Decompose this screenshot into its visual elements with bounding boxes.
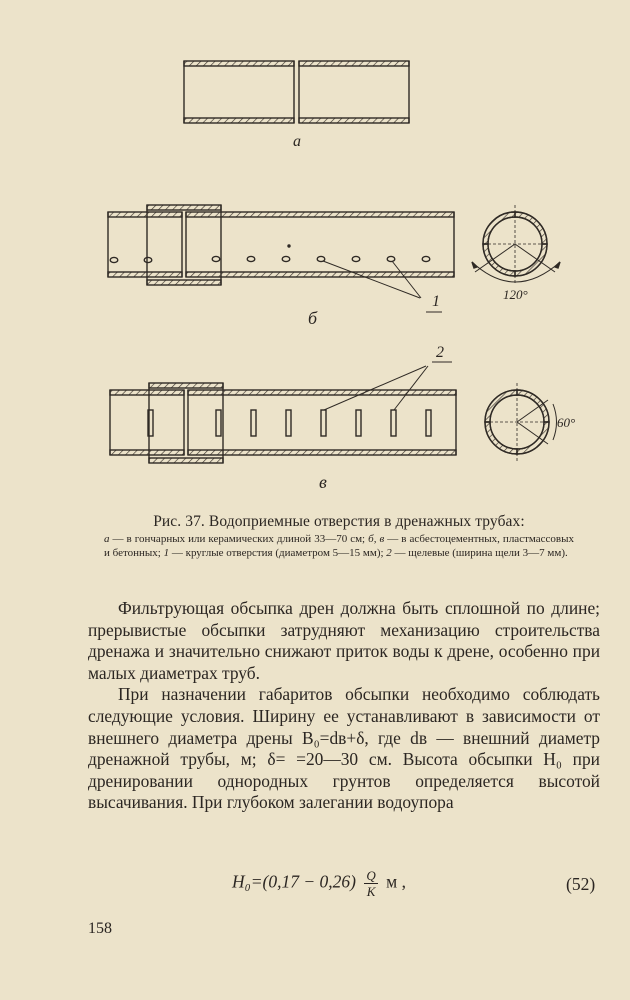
fig-label-v: в (319, 472, 327, 492)
figure-caption (104, 512, 574, 560)
callout-2: 2 (436, 344, 444, 361)
caption-text-bv: — в асбестоцементных, пластмассовых и бетонных; (104, 533, 575, 559)
body-text (88, 598, 600, 814)
pipe-diagram-v (110, 362, 456, 463)
formula-denominator: K (366, 884, 376, 899)
pipe-diagram-b (108, 205, 454, 312)
angle-label-120: 120° (503, 287, 528, 302)
cross-section-v (485, 383, 557, 461)
formula-unit: м , (386, 871, 406, 892)
formula-52 (232, 868, 406, 899)
caption-ref-2: 2 (386, 546, 392, 559)
formula-lhs: H₀=(0,17 − 0,26) (232, 871, 356, 892)
caption-text-2: — щелевые (ширина щели 3—7 мм). (391, 546, 568, 559)
angle-label-60: 60° (557, 415, 576, 430)
cross-section-b (472, 205, 560, 283)
formula-numerator: Q (366, 868, 376, 883)
paragraph-1: Фильтрующая обсыпка дрен должна быть сплошной по длине; прерывистые обсыпки затрудняют механизацию строительства дренажа и значительно снижают приток воды к дрене, особенно при малых диаметрах труб. (88, 598, 600, 683)
caption-text-a: — в гончарных или керамических длиной 33—70 см; (109, 533, 369, 545)
caption-ref-a: а (104, 533, 110, 545)
equation-number: (52) (566, 874, 596, 894)
caption-title: Рис. 37. Водоприемные отверстия в дренажных трубах: (153, 513, 525, 530)
fig-label-b: б (308, 308, 318, 328)
pipe-diagram-a (184, 61, 409, 123)
page-number: 158 (88, 920, 112, 937)
formula-fraction (364, 868, 377, 899)
caption-body (104, 533, 574, 560)
fig-label-a: а (293, 133, 301, 150)
paragraph-2: При назначении габаритов обсыпки необходимо соблюдать следующие условия. Ширину ее устанавливают в зависимости от внешнего диаметра дрены B₀=dв+δ, где dв — внешний диаметр дренажной трубы, м; δ= =20—30 см. Высота обсыпки H₀ при дренировании однородных грунтов определяется высотой высачивания. При глубоком залегании водоупора (88, 684, 600, 813)
callout-1: 1 (432, 293, 440, 310)
caption-text-1: — круглые отверстия (диаметром 5—15 мм); (169, 546, 387, 559)
caption-ref-1: 1 (163, 546, 170, 559)
caption-ref-bv: б, в (368, 533, 385, 545)
